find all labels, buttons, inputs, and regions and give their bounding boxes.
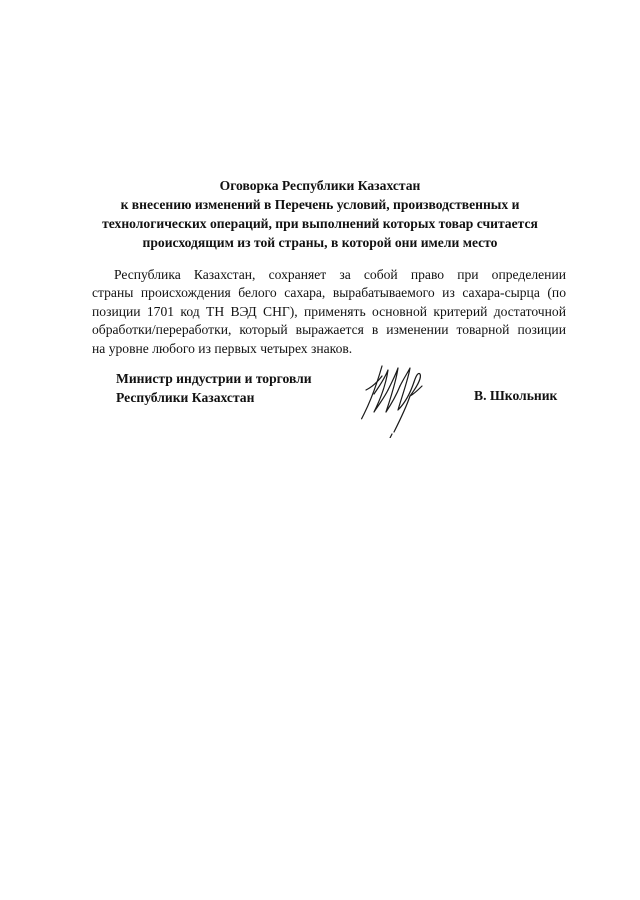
heading-line-1: Оговорка Республики Казахстан	[219, 178, 421, 193]
body-paragraph	[92, 266, 566, 358]
body-line-3: позиции 1701 код ТН ВЭД СНГ), применять основной критерий достаточной	[92, 303, 566, 319]
heading-line-3: технологических операций, при выполнений которых товар считается	[102, 216, 538, 231]
body-line-1: Республика Казахстан, сохраняет за собой право при определении	[114, 267, 566, 282]
body-line-4: обработки/переработки, который выражается в изменении товарной позиции	[92, 322, 566, 338]
heading-line-2: к внесению изменений в Перечень условий, производственных и	[120, 197, 520, 212]
body-line-5: на уровне любого из первых четырех знаков.	[92, 340, 353, 356]
body-line-2: страны происхождения белого сахара, вырабатываемого из сахара-сырца (по	[92, 285, 566, 301]
signatory-name: В. Школьник	[474, 388, 558, 403]
heading-line-4: происходящим из той страны, в которой они имели место	[142, 235, 498, 250]
position-line-1: Министр индустрии и торговли	[116, 371, 312, 386]
signatory-position	[116, 369, 312, 407]
handwritten-signature-icon	[352, 360, 432, 438]
position-line-2: Республики Казахстан	[116, 390, 255, 405]
document-heading	[40, 176, 600, 252]
